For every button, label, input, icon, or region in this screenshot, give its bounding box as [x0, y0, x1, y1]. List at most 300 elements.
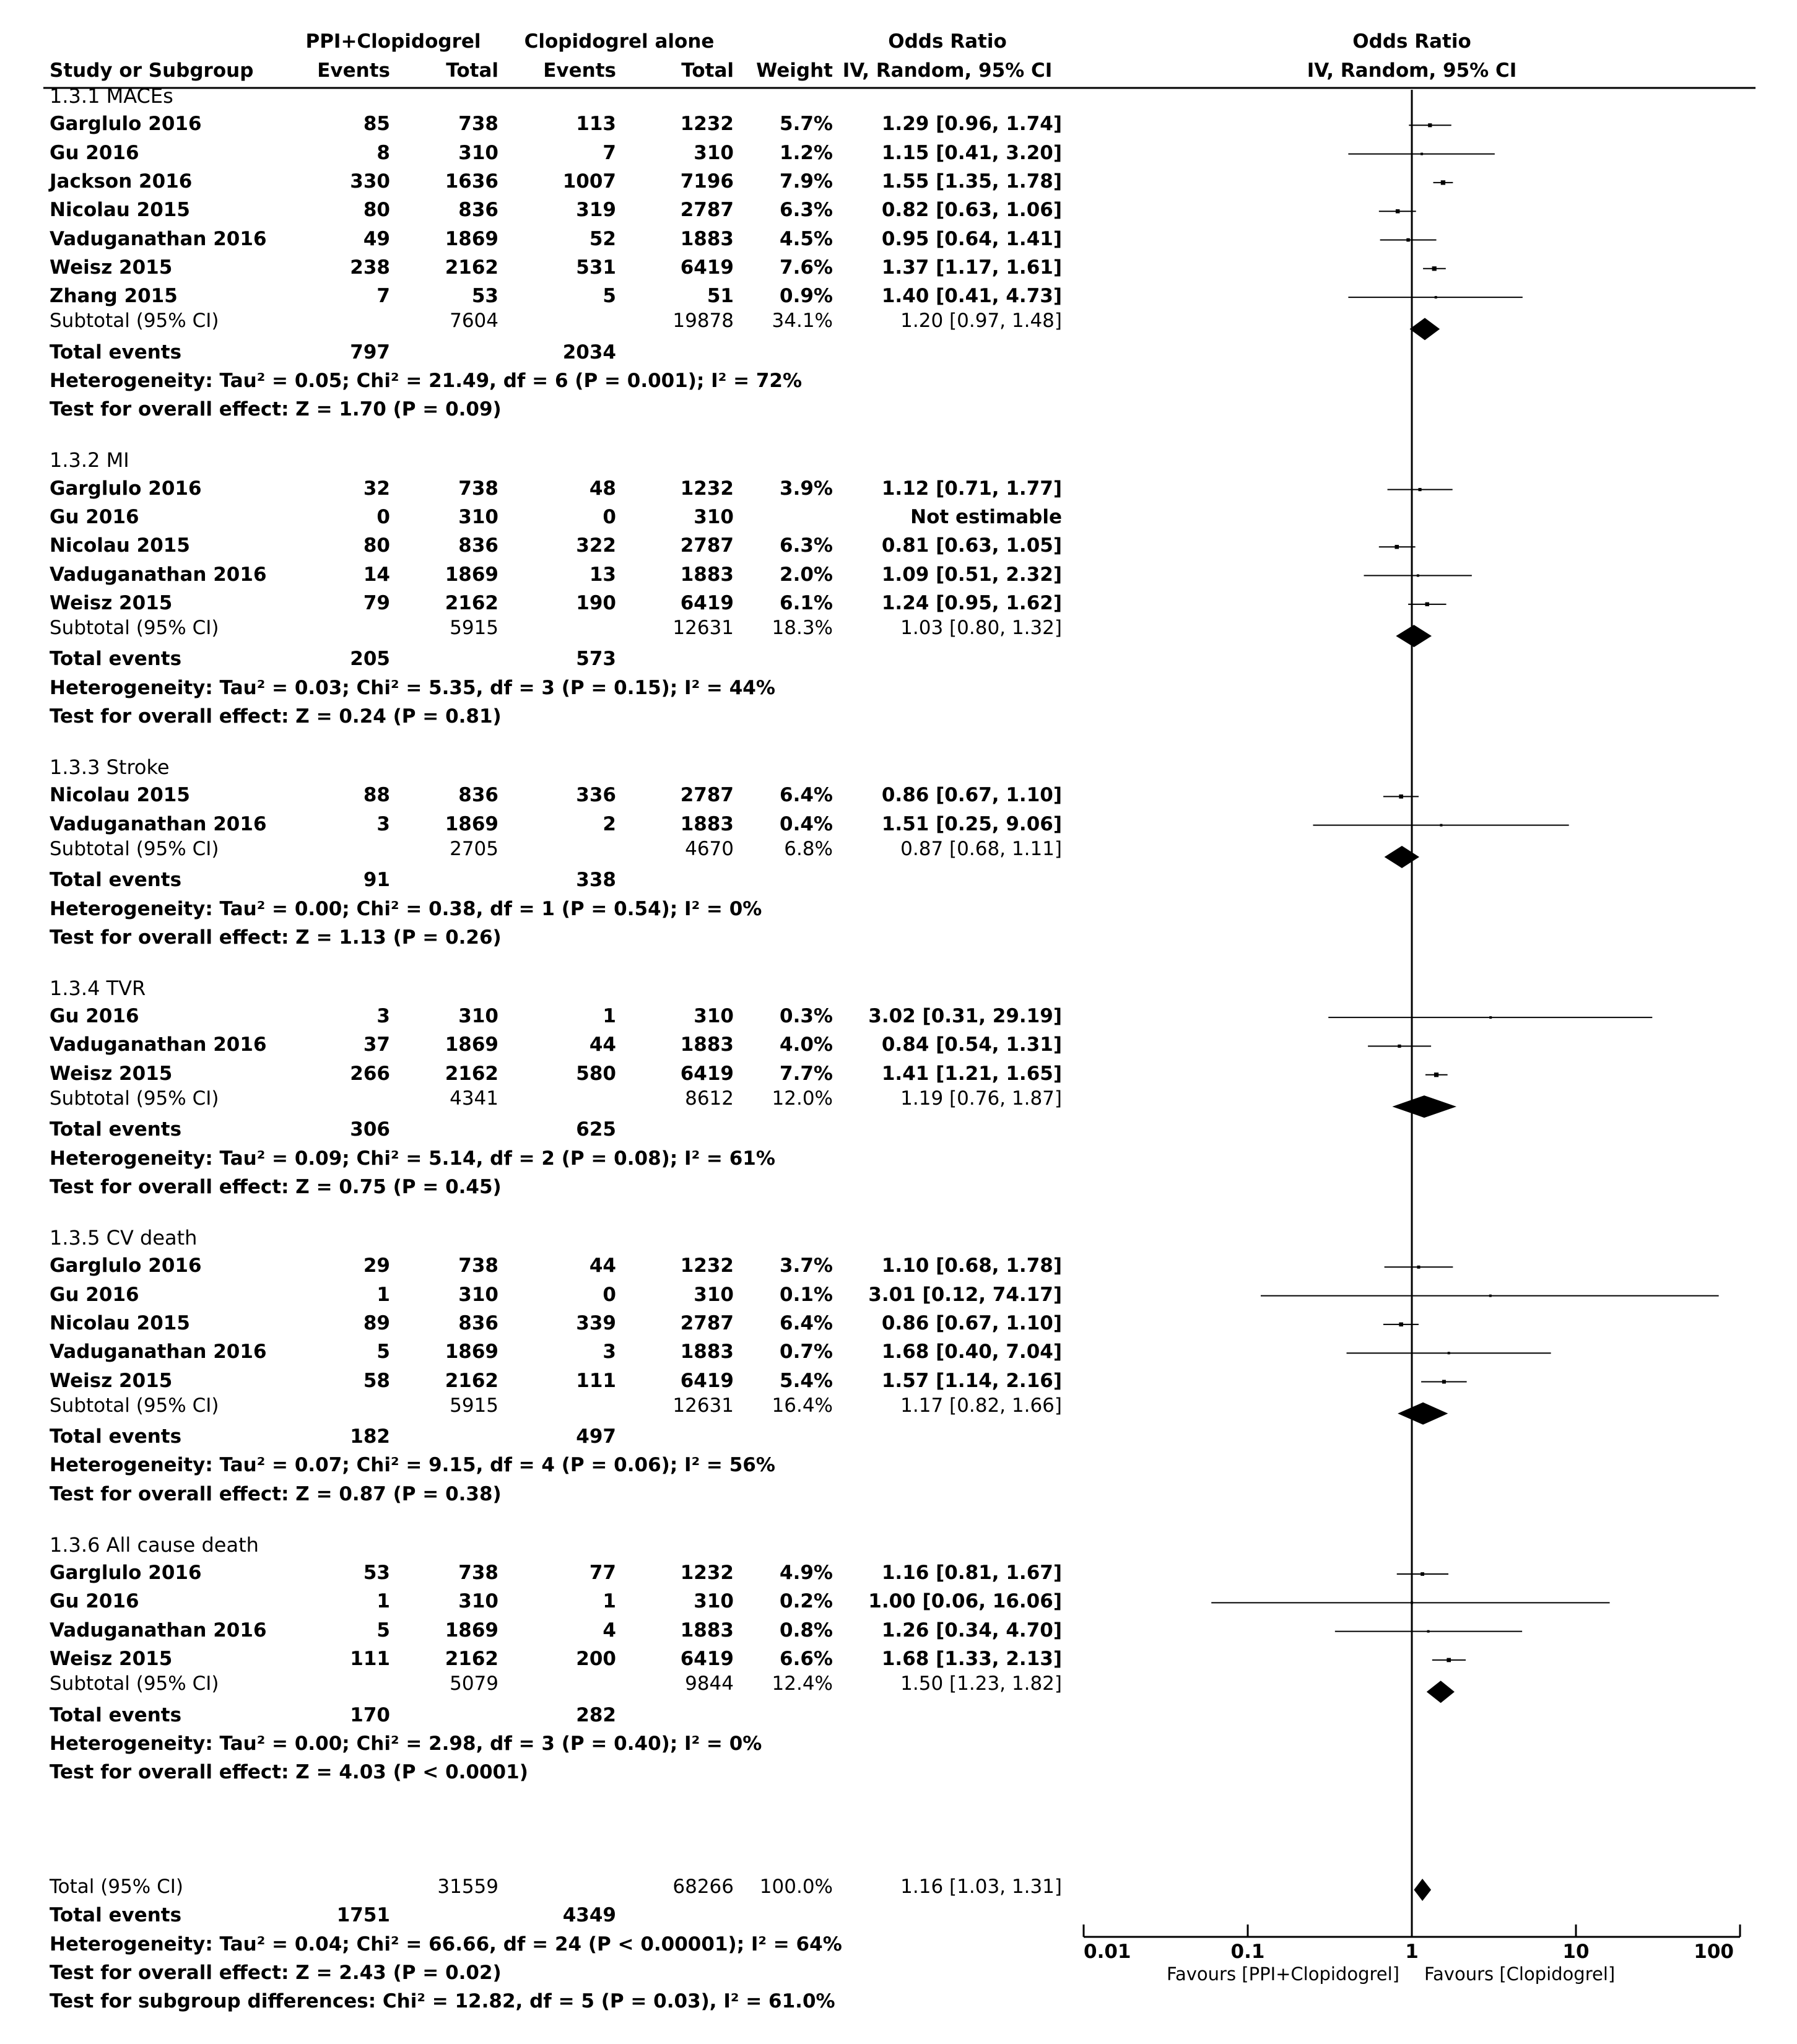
- odds-ratio-ci: 1.29 [0.96, 1.74]: [881, 113, 1062, 136]
- header-study: Study or Subgroup: [50, 59, 254, 82]
- total-exp: 2162: [445, 256, 498, 279]
- events-ctl: 0: [603, 505, 616, 528]
- weight: 0.7%: [780, 1341, 833, 1363]
- odds-ratio-ci: 1.41 [1.21, 1.65]: [881, 1062, 1062, 1085]
- events-exp: 80: [363, 199, 390, 222]
- total-events-ctl: 497: [576, 1425, 616, 1448]
- total-ctl: 1883: [680, 563, 734, 586]
- point-estimate: [1447, 1658, 1451, 1663]
- study-name: Weisz 2015: [50, 256, 173, 279]
- x-tick-label: 0.1: [1230, 1941, 1265, 1963]
- total-ctl: 310: [694, 1005, 734, 1028]
- total-ctl: 6419: [680, 1062, 734, 1085]
- odds-ratio-ci: 1.37 [1.17, 1.61]: [881, 256, 1062, 279]
- total-ctl: 310: [694, 1283, 734, 1306]
- weight: 6.3%: [780, 534, 833, 557]
- odds-ratio-ci: 1.00 [0.06, 16.06]: [868, 1590, 1062, 1613]
- total-ctl: 310: [694, 505, 734, 528]
- weight: 0.8%: [780, 1619, 833, 1642]
- odds-ratio-ci: 1.51 [0.25, 9.06]: [881, 812, 1062, 835]
- total-exp: 2162: [445, 1062, 498, 1085]
- events-exp: 53: [363, 1562, 390, 1585]
- study-name: Weisz 2015: [50, 1369, 173, 1392]
- total-events-exp: 205: [350, 648, 390, 671]
- weight: 0.3%: [780, 1005, 833, 1028]
- point-estimate: [1428, 123, 1432, 127]
- x-tick-label: 1: [1405, 1941, 1419, 1963]
- odds-ratio-ci: 1.26 [0.34, 4.70]: [881, 1619, 1062, 1642]
- study-name: Vaduganathan 2016: [50, 227, 267, 250]
- events-ctl: 1: [603, 1590, 616, 1613]
- total-exp: 1869: [445, 1341, 498, 1363]
- subtotal-weight: 12.4%: [772, 1672, 833, 1695]
- total-ctl: 1232: [680, 477, 734, 500]
- events-ctl: 77: [589, 1562, 616, 1585]
- total-exp: 310: [458, 1283, 498, 1306]
- total-ctl: 1232: [680, 1255, 734, 1277]
- point-estimate: [1434, 1072, 1438, 1077]
- total-ctl: 310: [694, 1590, 734, 1613]
- study-name: Garglulo 2016: [50, 1255, 202, 1277]
- total-exp: 2162: [445, 1647, 498, 1670]
- subtotal-weight: 18.3%: [772, 617, 833, 640]
- weight: 0.1%: [780, 1283, 833, 1306]
- events-ctl: 5: [603, 285, 616, 308]
- header-total-ctl: Total: [681, 59, 734, 82]
- study-name: Nicolau 2015: [50, 199, 190, 222]
- study-name: Nicolau 2015: [50, 534, 190, 557]
- events-exp: 5: [376, 1341, 390, 1363]
- total-ctl: 310: [694, 141, 734, 164]
- total-exp: 1636: [445, 170, 498, 193]
- header-ctl-group: Clopidogrel alone: [524, 30, 715, 53]
- point-estimate: [1432, 266, 1437, 271]
- subtotal-total-ctl: 12631: [672, 617, 734, 640]
- total-exp: 53: [471, 285, 498, 308]
- total-events-label: Total events: [50, 341, 182, 363]
- odds-ratio-ci: Not estimable: [910, 505, 1062, 528]
- subtotal-total-exp: 5915: [450, 617, 498, 640]
- total-total-ctl: 68266: [672, 1876, 734, 1898]
- study-name: Garglulo 2016: [50, 1562, 202, 1585]
- events-exp: 266: [350, 1062, 390, 1085]
- study-name: Garglulo 2016: [50, 113, 202, 136]
- subtotal-ci: 1.17 [0.82, 1.66]: [900, 1394, 1062, 1417]
- header-events-ctl: Events: [543, 59, 616, 82]
- subgroup-title: 1.3.4 TVR: [50, 976, 146, 1000]
- odds-ratio-ci: 1.55 [1.35, 1.78]: [881, 170, 1062, 193]
- total-exp: 310: [458, 1005, 498, 1028]
- subtotal-label: Subtotal (95% CI): [50, 1087, 219, 1110]
- subtotal-weight: 16.4%: [772, 1394, 833, 1417]
- point-estimate: [1421, 153, 1423, 155]
- study-name: Gu 2016: [50, 1005, 139, 1028]
- header-events-exp: Events: [317, 59, 390, 82]
- odds-ratio-ci: 1.40 [0.41, 4.73]: [881, 285, 1062, 308]
- total-diamond: [1414, 1879, 1431, 1901]
- weight: 4.5%: [780, 227, 833, 250]
- events-ctl: 531: [576, 256, 616, 279]
- subtotal-total-exp: 5915: [450, 1394, 498, 1417]
- events-ctl: 44: [589, 1255, 616, 1277]
- total-exp: 738: [458, 1255, 498, 1277]
- overall-effect-text: Test for overall effect: Z = 1.70 (P = 0.09): [50, 398, 502, 421]
- subgroup-title: 1.3.5 CV death: [50, 1226, 198, 1250]
- weight: 0.9%: [780, 285, 833, 308]
- subtotal-label: Subtotal (95% CI): [50, 1394, 219, 1417]
- events-ctl: 319: [576, 199, 616, 222]
- point-estimate: [1418, 488, 1421, 491]
- subtotal-diamond: [1427, 1681, 1455, 1703]
- total-ctl: 2787: [680, 199, 734, 222]
- total-events-ctl: 573: [576, 648, 616, 671]
- events-exp: 330: [350, 170, 390, 193]
- subtotal-ci: 1.20 [0.97, 1.48]: [900, 310, 1062, 333]
- subtotal-ci: 1.50 [1.23, 1.82]: [900, 1672, 1062, 1695]
- odds-ratio-ci: 1.12 [0.71, 1.77]: [881, 477, 1062, 500]
- x-tick-label: 100: [1694, 1941, 1734, 1963]
- total-ctl: 6419: [680, 591, 734, 614]
- weight: 5.7%: [780, 113, 833, 136]
- subtotal-label: Subtotal (95% CI): [50, 617, 219, 640]
- heterogeneity-text: Heterogeneity: Tau² = 0.00; Chi² = 0.38, df = 1 (P = 0.54); I² = 0%: [50, 897, 762, 920]
- x-tick-label: 10: [1562, 1941, 1590, 1963]
- events-ctl: 13: [589, 563, 616, 586]
- study-name: Vaduganathan 2016: [50, 563, 267, 586]
- events-exp: 1: [376, 1590, 390, 1613]
- odds-ratio-ci: 0.81 [0.63, 1.05]: [881, 534, 1062, 557]
- total-exp: 2162: [445, 591, 498, 614]
- total-label: Total (95% CI): [50, 1876, 183, 1898]
- study-name: Gu 2016: [50, 1283, 139, 1306]
- events-ctl: 580: [576, 1062, 616, 1085]
- weight: 2.0%: [780, 563, 833, 586]
- total-ctl: 2787: [680, 534, 734, 557]
- odds-ratio-ci: 1.57 [1.14, 2.16]: [881, 1369, 1062, 1392]
- study-name: Vaduganathan 2016: [50, 812, 267, 835]
- subtotal-total-ctl: 4670: [685, 837, 734, 860]
- subtotal-weight: 34.1%: [772, 310, 833, 333]
- events-exp: 88: [363, 784, 390, 807]
- events-exp: 238: [350, 256, 390, 279]
- point-estimate: [1395, 545, 1399, 549]
- subgroup-title: 1.3.2 MI: [50, 448, 129, 472]
- study-name: Gu 2016: [50, 505, 139, 528]
- total-events-ctl: 625: [576, 1118, 616, 1141]
- events-ctl: 48: [589, 477, 616, 500]
- weight: 7.9%: [780, 170, 833, 193]
- point-estimate: [1489, 1295, 1492, 1297]
- weight: 3.7%: [780, 1255, 833, 1277]
- events-exp: 14: [363, 563, 390, 586]
- events-ctl: 190: [576, 591, 616, 614]
- favours-right-label: Favours [Clopidogrel]: [1424, 1964, 1616, 1985]
- total-events-label: Total events: [50, 869, 182, 892]
- total-exp: 836: [458, 199, 498, 222]
- total-events-exp: 182: [350, 1425, 390, 1448]
- subtotal-ci: 1.19 [0.76, 1.87]: [900, 1087, 1062, 1110]
- heterogeneity-text: Heterogeneity: Tau² = 0.07; Chi² = 9.15, df = 4 (P = 0.06); I² = 56%: [50, 1454, 775, 1477]
- study-name: Gu 2016: [50, 1590, 139, 1613]
- total-exp: 836: [458, 784, 498, 807]
- point-estimate: [1489, 1016, 1492, 1019]
- study-name: Nicolau 2015: [50, 784, 190, 807]
- weight: 7.7%: [780, 1062, 833, 1085]
- total-exp: 310: [458, 141, 498, 164]
- events-ctl: 52: [589, 227, 616, 250]
- odds-ratio-ci: 1.16 [0.81, 1.67]: [881, 1562, 1062, 1585]
- events-exp: 85: [363, 113, 390, 136]
- subtotal-diamond: [1396, 625, 1432, 647]
- events-exp: 80: [363, 534, 390, 557]
- total-events-ctl: 2034: [562, 341, 616, 363]
- point-estimate: [1440, 824, 1442, 827]
- events-exp: 3: [376, 812, 390, 835]
- weight: 4.0%: [780, 1033, 833, 1056]
- odds-ratio-ci: 1.10 [0.68, 1.78]: [881, 1255, 1062, 1277]
- point-estimate: [1417, 575, 1419, 577]
- x-tick-label: 0.01: [1084, 1941, 1131, 1963]
- subtotal-diamond: [1385, 846, 1419, 868]
- odds-ratio-ci: 1.68 [0.40, 7.04]: [881, 1341, 1062, 1363]
- total-exp: 738: [458, 477, 498, 500]
- point-estimate: [1411, 1601, 1413, 1604]
- total-ctl: 1883: [680, 1033, 734, 1056]
- odds-ratio-ci: 1.09 [0.51, 2.32]: [881, 563, 1062, 586]
- weight: 5.4%: [780, 1369, 833, 1392]
- header-plot-title: Odds Ratio: [1352, 30, 1471, 53]
- weight: 0.4%: [780, 812, 833, 835]
- total-ctl: 1883: [680, 812, 734, 835]
- point-estimate: [1435, 296, 1437, 298]
- total-ctl: 7196: [680, 170, 734, 193]
- events-ctl: 2: [603, 812, 616, 835]
- study-name: Jackson 2016: [50, 170, 193, 193]
- study-name: Vaduganathan 2016: [50, 1033, 267, 1056]
- odds-ratio-ci: 1.24 [0.95, 1.62]: [881, 591, 1062, 614]
- events-exp: 37: [363, 1033, 390, 1056]
- total-events-label: Total events: [50, 1118, 182, 1141]
- total-ctl: 51: [707, 285, 734, 308]
- total-events-exp: 306: [350, 1118, 390, 1141]
- total-events-label: Total events: [50, 1703, 182, 1726]
- subgroup-title: 1.3.3 Stroke: [50, 755, 170, 780]
- total-events-label: Total events: [50, 1425, 182, 1448]
- subtotal-weight: 6.8%: [784, 837, 833, 860]
- subtotal-diamond: [1398, 1403, 1448, 1425]
- overall-events-ctl: 4349: [562, 1904, 616, 1927]
- heterogeneity-text: Heterogeneity: Tau² = 0.09; Chi² = 5.14, df = 2 (P = 0.08); I² = 61%: [50, 1147, 775, 1170]
- events-exp: 49: [363, 227, 390, 250]
- header-weight: Weight: [756, 59, 833, 82]
- events-exp: 8: [376, 141, 390, 164]
- total-ctl: 6419: [680, 256, 734, 279]
- total-events-exp: 91: [363, 869, 390, 892]
- study-name: Vaduganathan 2016: [50, 1619, 267, 1642]
- total-ctl: 1232: [680, 1562, 734, 1585]
- heterogeneity-text: Heterogeneity: Tau² = 0.05; Chi² = 21.49, df = 6 (P = 0.001); I² = 72%: [50, 370, 803, 392]
- subtotal-diamond: [1409, 318, 1440, 340]
- study-name: Zhang 2015: [50, 285, 178, 308]
- subtotal-total-exp: 7604: [450, 310, 498, 333]
- events-ctl: 339: [576, 1311, 616, 1334]
- odds-ratio-ci: 3.01 [0.12, 74.17]: [868, 1283, 1062, 1306]
- total-exp: 310: [458, 1590, 498, 1613]
- subtotal-ci: 0.87 [0.68, 1.11]: [900, 837, 1062, 860]
- events-ctl: 111: [576, 1369, 616, 1392]
- subtotal-total-exp: 2705: [450, 837, 498, 860]
- point-estimate: [1417, 1266, 1420, 1269]
- total-events-ctl: 282: [576, 1703, 616, 1726]
- weight: 7.6%: [780, 256, 833, 279]
- events-ctl: 0: [603, 1283, 616, 1306]
- study-name: Weisz 2015: [50, 591, 173, 614]
- odds-ratio-ci: 1.68 [1.33, 2.13]: [881, 1647, 1062, 1670]
- study-name: Weisz 2015: [50, 1062, 173, 1085]
- subtotal-total-ctl: 12631: [672, 1394, 734, 1417]
- total-total-exp: 31559: [437, 1876, 498, 1898]
- total-exp: 1869: [445, 1033, 498, 1056]
- study-name: Garglulo 2016: [50, 477, 202, 500]
- overall-events-label: Total events: [50, 1904, 182, 1927]
- events-ctl: 7: [603, 141, 616, 164]
- odds-ratio-ci: 0.82 [0.63, 1.06]: [881, 199, 1062, 222]
- overall-effect-text: Test for overall effect: Z = 4.03 (P < 0.0001): [50, 1761, 528, 1784]
- events-ctl: 1: [603, 1005, 616, 1028]
- events-exp: 111: [350, 1647, 390, 1670]
- header-or-method: IV, Random, 95% CI: [842, 59, 1053, 82]
- study-name: Nicolau 2015: [50, 1311, 190, 1334]
- events-exp: 7: [376, 285, 390, 308]
- subtotal-label: Subtotal (95% CI): [50, 1672, 219, 1695]
- weight: 6.3%: [780, 199, 833, 222]
- events-ctl: 1007: [562, 170, 616, 193]
- events-exp: 89: [363, 1311, 390, 1334]
- point-estimate: [1442, 1380, 1446, 1383]
- events-exp: 3: [376, 1005, 390, 1028]
- subtotal-label: Subtotal (95% CI): [50, 837, 219, 860]
- events-exp: 32: [363, 477, 390, 500]
- heterogeneity-text: Heterogeneity: Tau² = 0.00; Chi² = 2.98, df = 3 (P = 0.40); I² = 0%: [50, 1732, 762, 1755]
- total-exp: 836: [458, 534, 498, 557]
- total-exp: 836: [458, 1311, 498, 1334]
- total-events-label: Total events: [50, 648, 182, 671]
- events-ctl: 200: [576, 1647, 616, 1670]
- overall-effect-text: Test for overall effect: Z = 0.24 (P = 0.81): [50, 705, 502, 728]
- overall-effect-text: Test for overall effect: Z = 0.75 (P = 0.45): [50, 1175, 502, 1198]
- total-ctl: 1883: [680, 1341, 734, 1363]
- events-exp: 1: [376, 1283, 390, 1306]
- weight: 1.2%: [780, 141, 833, 164]
- total-exp: 1869: [445, 1619, 498, 1642]
- header-plot-method: IV, Random, 95% CI: [1307, 59, 1517, 82]
- events-ctl: 3: [603, 1341, 616, 1363]
- overall-effect-text: Test for overall effect: Z = 0.87 (P = 0.38): [50, 1482, 502, 1505]
- total-weight: 100.0%: [759, 1876, 833, 1898]
- subtotal-ci: 1.03 [0.80, 1.32]: [900, 617, 1062, 640]
- events-exp: 0: [376, 505, 390, 528]
- total-exp: 1869: [445, 227, 498, 250]
- total-exp: 310: [458, 505, 498, 528]
- overall-heterogeneity: Heterogeneity: Tau² = 0.04; Chi² = 66.66, df = 24 (P < 0.00001); I² = 64%: [50, 1933, 842, 1955]
- subtotal-total-exp: 5079: [450, 1672, 498, 1695]
- events-ctl: 4: [603, 1619, 616, 1642]
- events-exp: 58: [363, 1369, 390, 1392]
- events-ctl: 44: [589, 1033, 616, 1056]
- overall-effect: Test for overall effect: Z = 2.43 (P = 0.02): [50, 1961, 502, 1984]
- subtotal-diamond: [1392, 1095, 1456, 1118]
- odds-ratio-ci: 0.95 [0.64, 1.41]: [881, 227, 1062, 250]
- point-estimate: [1425, 602, 1429, 606]
- weight: 3.9%: [780, 477, 833, 500]
- point-estimate: [1421, 1572, 1424, 1576]
- point-estimate: [1406, 238, 1410, 242]
- study-name: Gu 2016: [50, 141, 139, 164]
- total-ctl: 2787: [680, 784, 734, 807]
- study-name: Weisz 2015: [50, 1647, 173, 1670]
- total-ctl: 1883: [680, 227, 734, 250]
- events-ctl: 322: [576, 534, 616, 557]
- favours-left-label: Favours [PPI+Clopidogrel]: [1166, 1964, 1399, 1985]
- events-ctl: 113: [576, 113, 616, 136]
- subtotal-total-exp: 4341: [450, 1087, 498, 1110]
- subtotal-weight: 12.0%: [772, 1087, 833, 1110]
- subgroup-differences: Test for subgroup differences: Chi² = 12.82, df = 5 (P = 0.03), I² = 61.0%: [50, 1990, 835, 2013]
- subtotal-label: Subtotal (95% CI): [50, 310, 219, 333]
- point-estimate: [1398, 1045, 1401, 1048]
- point-estimate: [1427, 1630, 1430, 1633]
- total-exp: 1869: [445, 812, 498, 835]
- events-exp: 79: [363, 591, 390, 614]
- subgroup-title: 1.3.6 All cause death: [50, 1533, 259, 1557]
- total-ctl: 1883: [680, 1619, 734, 1642]
- subgroup-title: 1.3.1 MACEs: [50, 84, 173, 108]
- point-estimate: [1399, 794, 1403, 799]
- subtotal-total-ctl: 8612: [685, 1087, 734, 1110]
- overall-events-exp: 1751: [336, 1904, 390, 1927]
- total-events-exp: 170: [350, 1703, 390, 1726]
- total-exp: 738: [458, 113, 498, 136]
- subtotal-total-ctl: 19878: [672, 310, 734, 333]
- header-or-title: Odds Ratio: [888, 30, 1007, 53]
- events-exp: 29: [363, 1255, 390, 1277]
- total-ci: 1.16 [1.03, 1.31]: [900, 1876, 1062, 1898]
- study-name: Vaduganathan 2016: [50, 1341, 267, 1363]
- total-events-ctl: 338: [576, 869, 616, 892]
- weight: 6.1%: [780, 591, 833, 614]
- point-estimate: [1441, 180, 1445, 185]
- point-estimate: [1399, 1323, 1403, 1327]
- odds-ratio-ci: 0.84 [0.54, 1.31]: [881, 1033, 1062, 1056]
- total-events-exp: 797: [350, 341, 390, 363]
- heterogeneity-text: Heterogeneity: Tau² = 0.03; Chi² = 5.35, df = 3 (P = 0.15); I² = 44%: [50, 676, 775, 699]
- weight: 4.9%: [780, 1562, 833, 1585]
- weight: 6.4%: [780, 784, 833, 807]
- point-estimate: [1448, 1352, 1450, 1354]
- total-exp: 2162: [445, 1369, 498, 1392]
- total-ctl: 6419: [680, 1369, 734, 1392]
- header-exp-group: PPI+Clopidogrel: [305, 30, 481, 53]
- events-exp: 5: [376, 1619, 390, 1642]
- weight: 0.2%: [780, 1590, 833, 1613]
- overall-effect-text: Test for overall effect: Z = 1.13 (P = 0.26): [50, 926, 502, 949]
- total-ctl: 6419: [680, 1647, 734, 1670]
- total-ctl: 1232: [680, 113, 734, 136]
- total-ctl: 2787: [680, 1311, 734, 1334]
- odds-ratio-ci: 3.02 [0.31, 29.19]: [868, 1005, 1062, 1028]
- weight: 6.6%: [780, 1647, 833, 1670]
- header-total-exp: Total: [446, 59, 498, 82]
